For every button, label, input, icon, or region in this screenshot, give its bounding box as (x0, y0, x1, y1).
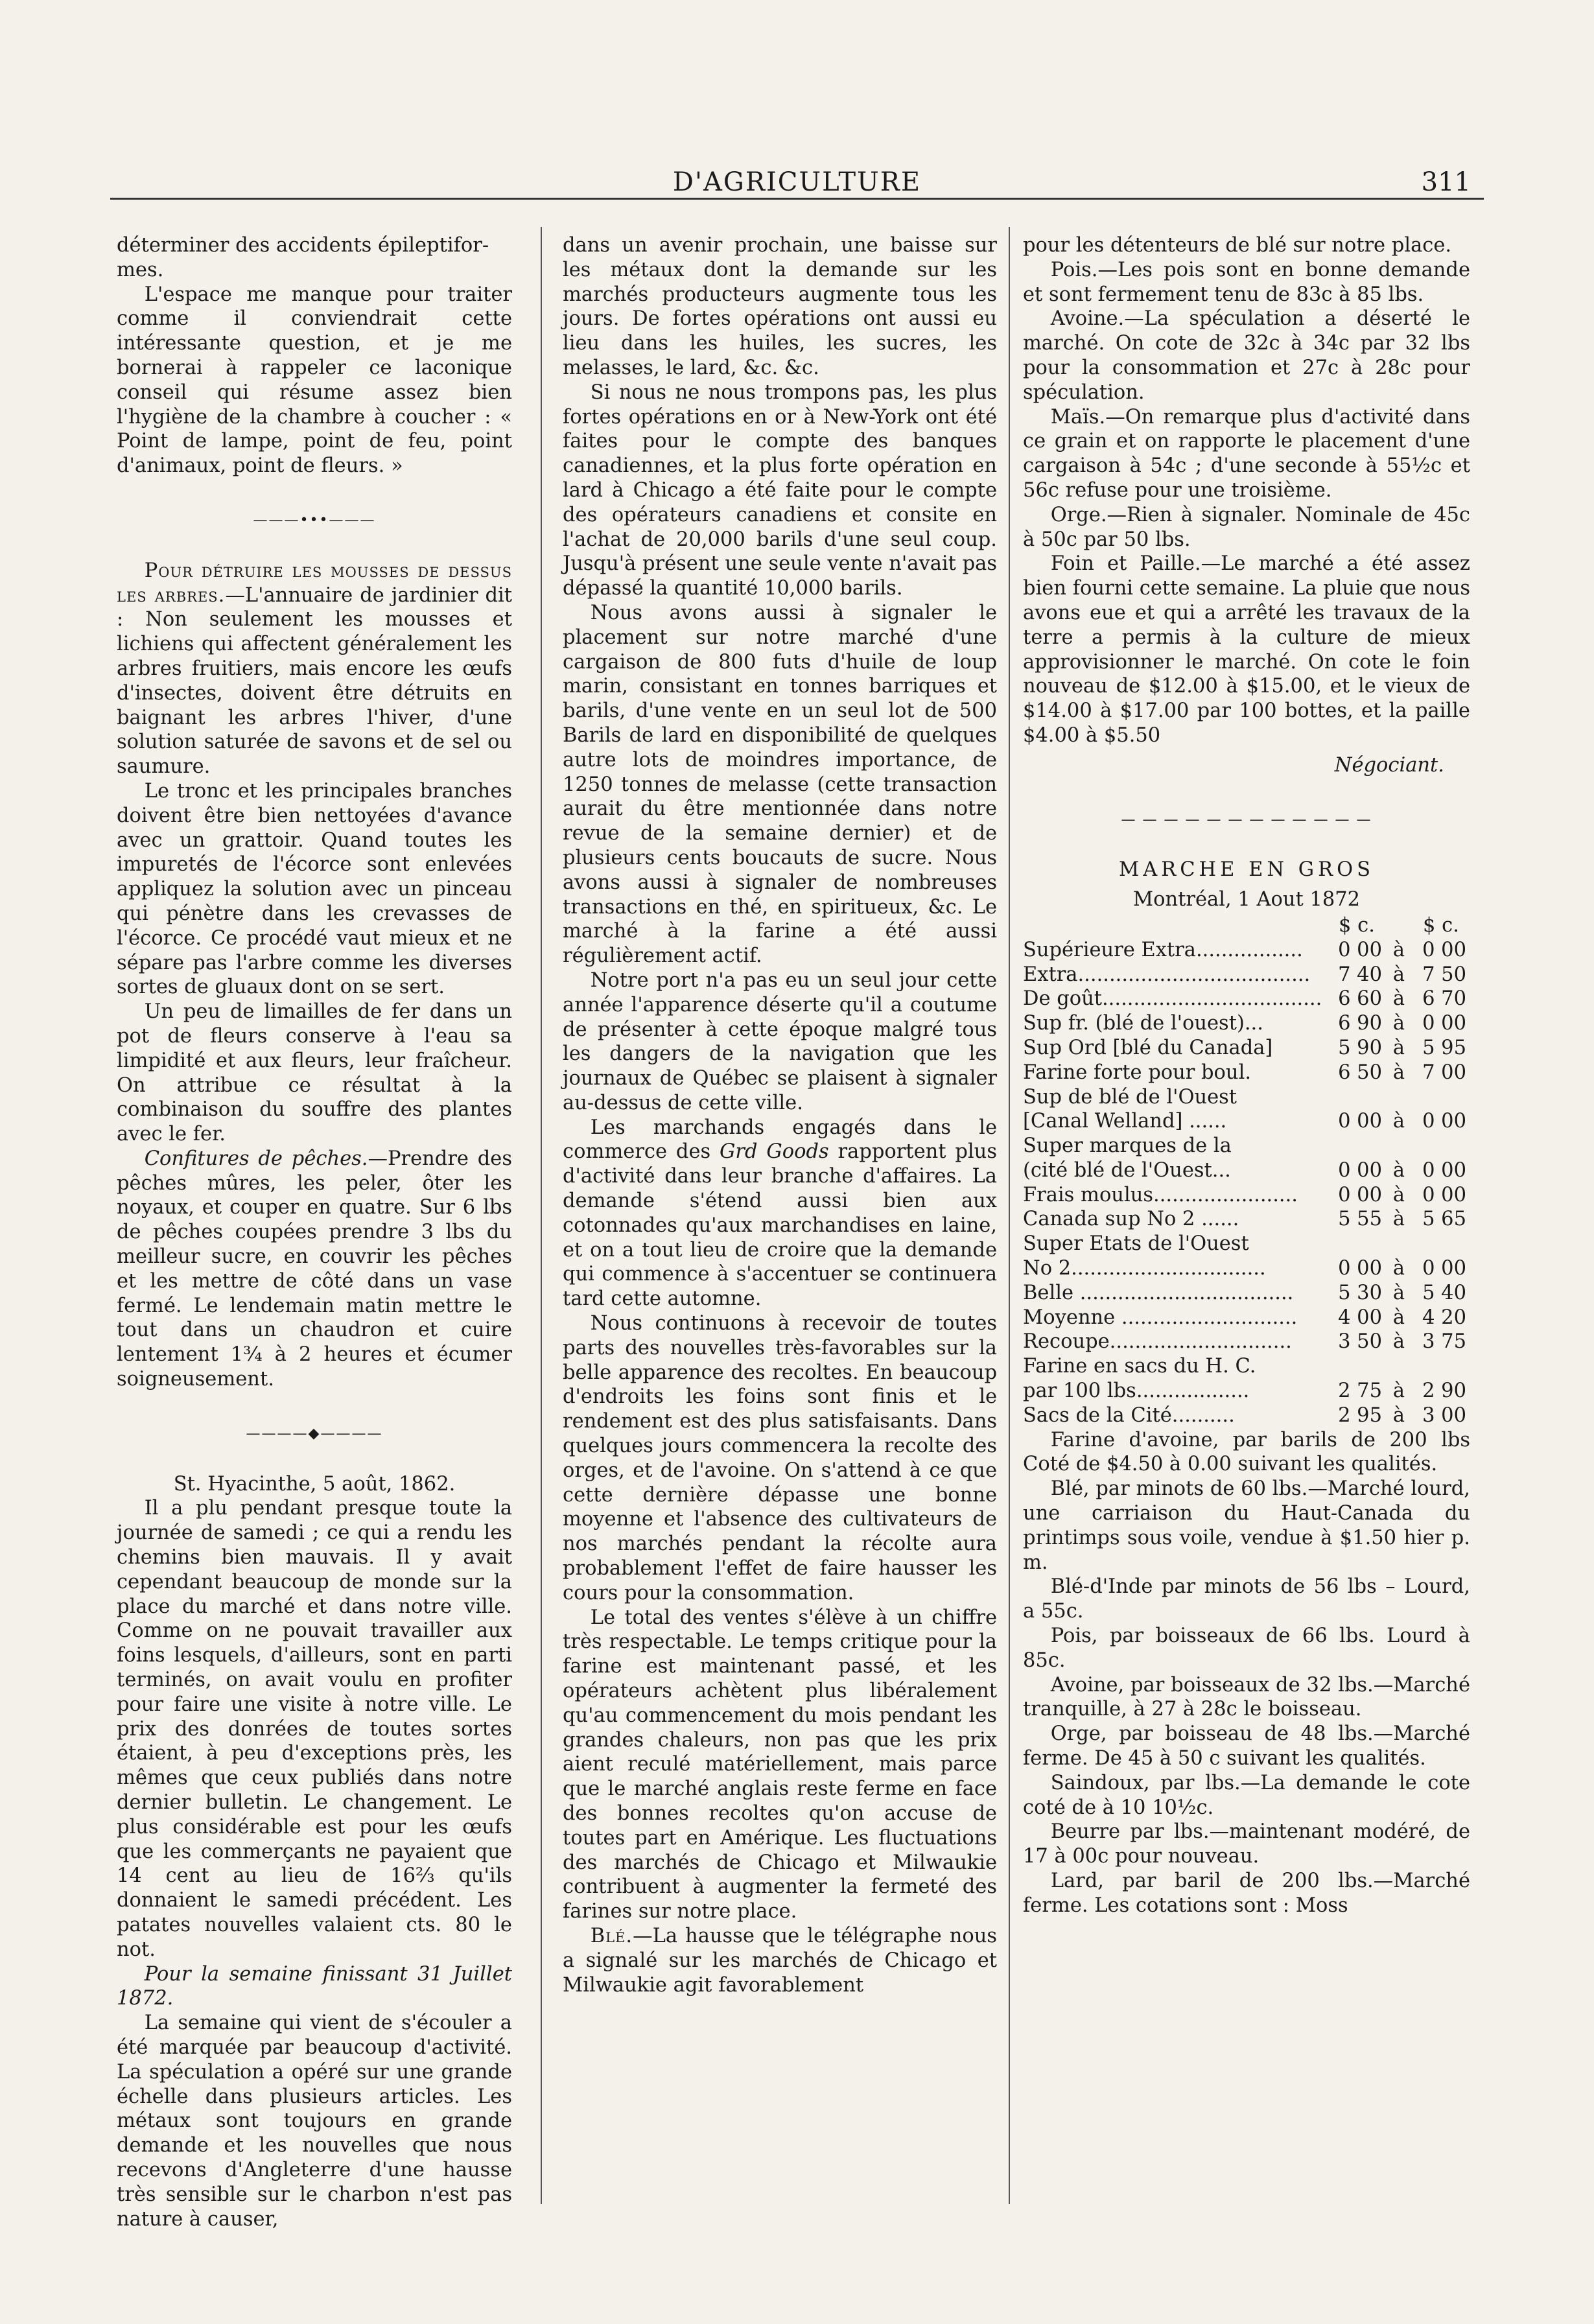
price-from: 5 90 (1338, 1036, 1382, 1059)
price-row (1023, 1306, 1470, 1330)
price-label: Sup fr. (blé de l'ouest)... (1023, 1012, 1263, 1035)
separator-ornament: ———•••——— (253, 511, 376, 528)
header-rule (110, 198, 1484, 200)
paragraph-avenir: dans un avenir prochain, une baisse sur les métaux dont la demande sur les marchés producteurs augmente tous les jours. De fortes opérations ont aussi eu lieu dans les huiles, les sucres, les melasses, le lard, &c. &c. (563, 234, 997, 379)
price-a: à (1392, 1012, 1405, 1035)
goods-italic: Grd Goods (720, 1140, 829, 1164)
price-label: Recoupe............................. (1023, 1330, 1292, 1354)
price-a (1386, 1085, 1412, 1110)
price-to (1412, 1134, 1470, 1158)
price-label: Farine forte pour boul. (1023, 1061, 1252, 1084)
price-header-to: $ c. (1423, 913, 1459, 937)
price-row (1023, 938, 1470, 963)
price-a: à (1392, 938, 1405, 961)
paragraph-ble-minots: Blé, par minots de 60 lbs.—Marché lourd, une carriaison du Haut-Canada du printimps sous voile, vendue à $1.50 hier p. m. (1023, 1477, 1470, 1574)
price-to: 0 00 (1422, 1158, 1466, 1182)
paragraph-total: Le total des ventes s'élève à un chiffre très respectable. Le temps critique pour la farine est maintenant passé, et les opérateurs achètent plus libéralement qu'au commencement du mois pendant les grandes chaleurs, non pas que les prix aient reculé matériellement, mais parce que le marché anglais reste ferme en face des bonnes recoltes qu'on accuse de toutes part en Amérique. Les fluctuations des marchés de Chicago et Milwaukie contribuent à augmenter la fermeté des farines sur notre place. (563, 1606, 997, 1923)
price-a: à (1392, 963, 1405, 986)
mousses-text: —L'annuaire de jardinier dit : Non seulement les mousses et lichiens qui affectent généralement les arbres fruitiers, mais encore les œufs d'insectes, doivent être détruits en baignant les arbres l'hiver, d'une solution saturée de savons et de sel ou saumure. (117, 583, 512, 779)
price-from: 4 00 (1338, 1306, 1382, 1329)
price-a: à (1392, 1183, 1405, 1206)
price-row (1023, 1379, 1470, 1403)
price-from: 3 50 (1338, 1330, 1382, 1354)
price-from: 2 95 (1338, 1403, 1382, 1427)
price-label: Sup Ord [blé du Canada] (1023, 1036, 1273, 1059)
price-to (1412, 1354, 1470, 1379)
price-label: No 2............................... (1023, 1257, 1266, 1280)
price-row (1023, 1011, 1470, 1036)
signature: Négociant. (1334, 753, 1444, 777)
price-label: [Canal Welland] ...... (1023, 1110, 1227, 1133)
price-label: Belle .................................. (1023, 1281, 1294, 1304)
paragraph-orge-2: Orge, par boisseau de 48 lbs.—Marché ferme. De 45 à 50 c suivant les qualités. (1023, 1722, 1470, 1770)
market-date: Montréal, 1 Aout 1872 (1132, 888, 1361, 911)
price-from: 5 55 (1338, 1208, 1382, 1231)
price-row (1023, 1061, 1470, 1085)
price-to (1412, 1232, 1470, 1256)
paragraph-beurre: Beurre par lbs.—maintenant modéré, de 17 à 00c pour nouveau. (1023, 1820, 1470, 1868)
price-a: à (1392, 1281, 1405, 1304)
price-from: 0 00 (1338, 1257, 1382, 1280)
price-from: 0 00 (1338, 1110, 1382, 1133)
price-row (1023, 987, 1470, 1011)
paragraph-avoine-2: Avoine, par boisseaux de 32 lbs.—Marché tranquille, à 27 à 28c le boisseau. (1023, 1673, 1470, 1721)
paragraph-tronc: Le tronc et les principales branches doivent être bien nettoyées d'avance avec un grattoir. Quand toutes les impuretés de l'écorce sont enlevées appliquez la solution avec un pinceau qui pénètre dans les crevasses de l'écorce. Ce procédé vaut mieux et ne sépare pas l'arbre comme les diverses sortes de gluaux dont on se sert. (117, 779, 512, 999)
price-row (1023, 1330, 1470, 1354)
market-title: MARCHE EN GROS (1119, 858, 1374, 882)
column-divider-1 (541, 227, 542, 2204)
price-from: 6 50 (1338, 1061, 1382, 1084)
price-row (1023, 1109, 1470, 1134)
price-from: 0 00 (1338, 938, 1382, 961)
price-a: à (1392, 1306, 1405, 1329)
running-title: D'AGRICULTURE (672, 167, 922, 197)
paragraph-lard: Lard, par baril de 200 lbs.—Marché ferme. Les cotations sont : Moss (1023, 1870, 1470, 1917)
semaine-heading-text: Pour la semaine finissant 31 Juillet 1872. (117, 1962, 512, 2010)
mousses-heading: Pour détruire les mousses de dessus les arbres. (117, 559, 512, 607)
price-row (1023, 1403, 1470, 1428)
price-header-from: $ c. (1339, 913, 1375, 937)
price-header-mid (1386, 913, 1412, 938)
column-3 (1023, 233, 1470, 1918)
price-to: 0 00 (1422, 1257, 1466, 1280)
price-from: 0 00 (1338, 1158, 1382, 1182)
price-a: à (1392, 1061, 1405, 1084)
price-row (1023, 1134, 1470, 1158)
price-from (1328, 1085, 1386, 1110)
ble-text: —La hausse que le télégraphe nous a signalé sur les marchés de Chicago et Milwaukie agit favorablement (563, 1924, 997, 1997)
paragraph-nouvelles: Nous continuons à recevoir de toutes parts des nouvelles très-favorables sur la belle apparence des recoltes. En beaucoup d'endroits les foins sont finis et le rendement est des plus satisfaisants. Dans quelques jours commencera la recolte des orges, et de l'avoine. On s'attend à ce que cette dernière dépasse une bonne moyenne et l'absence des cultivateurs de nos marchés pendant la récolte aura probablement l'effet de faire hausser les cours pour la consommation. (563, 1312, 997, 1604)
price-label: (cité blé de l'Ouest... (1023, 1158, 1231, 1182)
price-row (1023, 1281, 1470, 1306)
price-a: à (1392, 1110, 1405, 1133)
page-header (110, 167, 1484, 200)
paragraph-limailles: Un peu de limailles de fer dans un pot de fleurs conserve à l'eau sa limpidité et aux fleurs, leur fraîcheur. On attribue ce résultat à la combinaison du souffre des plantes avec le fer. (117, 1000, 512, 1146)
column-2 (563, 233, 997, 1997)
price-to: 0 00 (1422, 1110, 1466, 1133)
paragraph-chambre: L'espace me manque pour traiter comme il conviendrait cette intéressante question, et je me bornerai à rappeler ce laconique conseil qui résume assez bien l'hygiène de la chambre à coucher : « Point de lampe, point de feu, point d'animaux, point de fleurs. » (117, 283, 512, 478)
price-to: 0 00 (1422, 938, 1466, 961)
price-from: 7 40 (1338, 963, 1382, 986)
price-label: par 100 lbs.................. (1023, 1379, 1250, 1403)
ble-heading: Blé. (590, 1924, 633, 1947)
paragraph-trompons: Si nous ne nous trompons pas, les plus fortes opérations en or à New-York ont été faites pour le compte des banques canadiennes, et la plus forte opération en lard à Chicago a été faite pour le compte des opérateurs canadiens et consite en l'achat de 20,000 barils d'une seul coup. Jusqu'à présent une seule vente n'avait pas dépassé la quantité 10,000 barils. (563, 381, 997, 600)
intro-line-1: déterminer des accidents épileptifor- (117, 234, 489, 257)
paragraph-orge: Orge.—Rien à signaler. Nominale de 45c à 50c par 50 lbs. (1023, 503, 1470, 551)
price-row (1023, 1207, 1470, 1232)
price-a: à (1392, 1208, 1405, 1231)
price-a: à (1392, 1379, 1405, 1403)
price-from: 5 30 (1338, 1281, 1382, 1304)
price-to (1412, 1085, 1470, 1110)
price-a: à (1392, 987, 1405, 1011)
price-row (1023, 963, 1470, 987)
price-to: 0 00 (1422, 1183, 1466, 1206)
goods-text-b: rapportent plus d'activité dans leur branche d'affaires. La demande s'étend aussi bien aux cotonnades qu'aux marchandises en laine, et on a tout lieu de croire que la demande qui commence à s'accentuer se continuera tard cette automne. (563, 1140, 997, 1311)
price-to: 3 75 (1422, 1330, 1466, 1354)
dateline-st-hyacinthe: St. Hyacinthe, 5 août, 1862. (173, 1472, 456, 1496)
price-to: 5 40 (1422, 1281, 1466, 1304)
paragraph-ble (563, 1924, 997, 1997)
confitures-text: —Prendre des pêches mûres, les peler, ôter les noyaux, et couper en quatre. Sur 6 lbs de pêches coupées prendre 3 lbs du meilleur sucre, en couvrir les pêches et les mettre de côté dans un vase fermé. Le lendemain matin mettre le tout dans un chaudron et cuire lentement 1¾ à 2 heures et écumer soigneusement. (117, 1147, 513, 1391)
price-from (1328, 1354, 1386, 1379)
intro-line-2: mes. (117, 258, 164, 281)
price-table (1023, 938, 1470, 1428)
price-label: Canada sup No 2 ...... (1023, 1208, 1239, 1231)
paragraph-ble-inde: Blé-d'Inde par minots de 56 lbs – Lourd, a 55c. (1023, 1575, 1470, 1623)
price-a (1386, 1232, 1412, 1256)
price-a: à (1392, 1257, 1405, 1280)
paragraph-pois: Pois.—Les pois sont en bonne demande et sont fermement tenu de 83c à 85 lbs. (1023, 258, 1470, 306)
price-label: Sup de blé de l'Ouest (1023, 1085, 1237, 1109)
price-a: à (1392, 1158, 1405, 1182)
price-to: 7 50 (1422, 963, 1466, 986)
price-to: 4 20 (1422, 1306, 1466, 1329)
price-a: à (1392, 1036, 1405, 1059)
paragraph-foin: Foin et Paille.—Le marché a été assez bien fourni cette semaine. La pluie que nous avons eue et qui a arrêté les travaux de la terre a permis à la culture de mieux approvisionner le marché. On cote le foin nouveau de $12.00 à $15.00, et le vieux de $14.00 à $17.00 par 100 bottes, et la paille $4.00 à $5.50 (1023, 552, 1470, 747)
price-to: 6 70 (1422, 987, 1466, 1011)
price-a: à (1392, 1330, 1405, 1354)
price-to: 0 00 (1422, 1012, 1466, 1035)
price-row (1023, 1183, 1470, 1208)
price-to: 2 90 (1422, 1379, 1466, 1403)
paragraph-semaine: La semaine qui vient de s'écouler a été marquée par beaucoup d'activité. La spéculation a opéré sur une grande échelle dans plusieurs articles. Les métaux sont toujours en grande demande et les nouvelles que nous recevons d'Angleterre d'une hausse très sensible sur le charbon n'est pas nature à causer, (117, 2012, 512, 2231)
price-label: Supérieure Extra................. (1023, 938, 1303, 961)
price-label: Super Etats de l'Ouest (1023, 1232, 1249, 1256)
price-from (1328, 1134, 1386, 1158)
price-label: Frais moulus....................... (1023, 1183, 1298, 1206)
price-row (1023, 1232, 1470, 1256)
paragraph-port: Notre port n'a pas eu un seul jour cette année l'apparence déserte qu'il a coutume de présenter à cette époque malgré tous les dangers de la navigation que les journaux de Québec se plaisent à signaler au-dessus de cette ville. (563, 968, 997, 1114)
paragraph-goods (563, 1116, 997, 1311)
price-header-spacer (1023, 913, 1328, 938)
price-to: 5 65 (1422, 1208, 1466, 1231)
price-from: 6 60 (1338, 987, 1382, 1011)
price-label: Farine en sacs du H. C. (1023, 1355, 1256, 1378)
price-label: Super marques de la (1023, 1134, 1232, 1158)
page-number: 311 (1421, 167, 1471, 197)
price-row (1023, 1256, 1470, 1281)
column-divider-2 (1009, 227, 1010, 2204)
paragraph-saindoux: Saindoux, par lbs.—La demande le cote coté de à 10 10½c. (1023, 1771, 1470, 1819)
paragraph-avoine: Avoine.—La spéculation a déserté le marché. On cote de 32c à 34c par 32 lbs pour la consommation et 27c à 28c pour spéculation. (1023, 307, 1470, 404)
price-label: De goût................................... (1023, 987, 1322, 1011)
price-row (1023, 1036, 1470, 1061)
separator-dashed: — — — — — — — — — — — — (1121, 811, 1372, 828)
paragraph-pois-boisseaux: Pois, par boisseaux de 66 lbs. Lourd à 85c. (1023, 1625, 1470, 1672)
price-from: 2 75 (1338, 1379, 1382, 1403)
paragraph-mousses (117, 559, 512, 779)
price-label: Moyenne ............................ (1023, 1306, 1298, 1329)
price-label: Sacs de la Cité.......... (1023, 1403, 1235, 1427)
paragraph-detenteurs: pour les détenteurs de blé sur notre place. (1023, 234, 1452, 257)
separator-rule: ————◆———— (246, 1425, 383, 1442)
price-from (1328, 1232, 1386, 1256)
price-to: 3 00 (1422, 1403, 1466, 1427)
paragraph-mais: Maïs.—On remarque plus d'activité dans ce grain et on rapporte le placement d'une cargaison à 54c ; d'une seconde à 55½c et 56c refuse pour une troisième. (1023, 405, 1470, 502)
semaine-heading (117, 1962, 512, 2012)
column-1 (117, 233, 512, 2231)
paragraph-confitures (117, 1147, 512, 1392)
paragraph-placement: Nous avons aussi à signaler le placement sur notre marché d'une cargaison de 800 futs d'huile de loup marin, consistant en tonnes barriques et barils, d'une vente en un seul lot de 500 Barils de lard en disponibilité de quelques autre lots de moindres importance, de 1250 tonnes de melasse (cette transaction aurait du être mentionnée dans notre revue de la semaine dernier) et de plusieurs cents boucauts de sucre. Nous avons aussi à signaler de nombreuses transactions en thé, en spiritueux, &c. Le marché à la farine a été aussi régulièrement actif. (563, 601, 997, 968)
price-from: 6 90 (1338, 1012, 1382, 1035)
goods-text-a: Les marchands engagés dans le commerce des (563, 1116, 997, 1164)
price-row (1023, 1354, 1470, 1379)
confitures-heading: Confitures de pêches. (144, 1147, 368, 1170)
price-a (1386, 1134, 1412, 1158)
paragraph-pluie: Il a plu pendant presque toute la journée de samedi ; ce qui a rendu les chemins bien mauvais. Il y avait cependant beaucoup de monde sur la place du marché et dans notre ville. Comme on ne pouvait travailler aux foins lesquels, d'ailleurs, sont en parti terminés, on avait voulu en profiter pour faire une visite à notre ville. Le prix des donrées de toutes sortes étaient, à peu d'exceptions près, les mêmes que ceux publiés dans notre dernier bulletin. Le changement. Le plus considérable est pour les œufs que les commerçants ne payaient que 14 cent au lieu de 16⅔ qu'ils donnaient le samedi précédent. Les patates nouvelles valaient cts. 80 le not. (117, 1497, 512, 1961)
price-to: 7 00 (1422, 1061, 1466, 1084)
price-a (1386, 1354, 1412, 1379)
price-a: à (1392, 1403, 1405, 1427)
price-label: Extra..................................... (1023, 963, 1311, 986)
price-row (1023, 1158, 1470, 1183)
paragraph-farine-avoine: Farine d'avoine, par barils de 200 lbs Coté de $4.50 à 0.00 suivant les qualités. (1023, 1428, 1470, 1476)
price-row (1023, 1085, 1470, 1110)
price-from: 0 00 (1338, 1183, 1382, 1206)
price-to: 5 95 (1422, 1036, 1466, 1059)
price-table-header (1023, 913, 1470, 938)
